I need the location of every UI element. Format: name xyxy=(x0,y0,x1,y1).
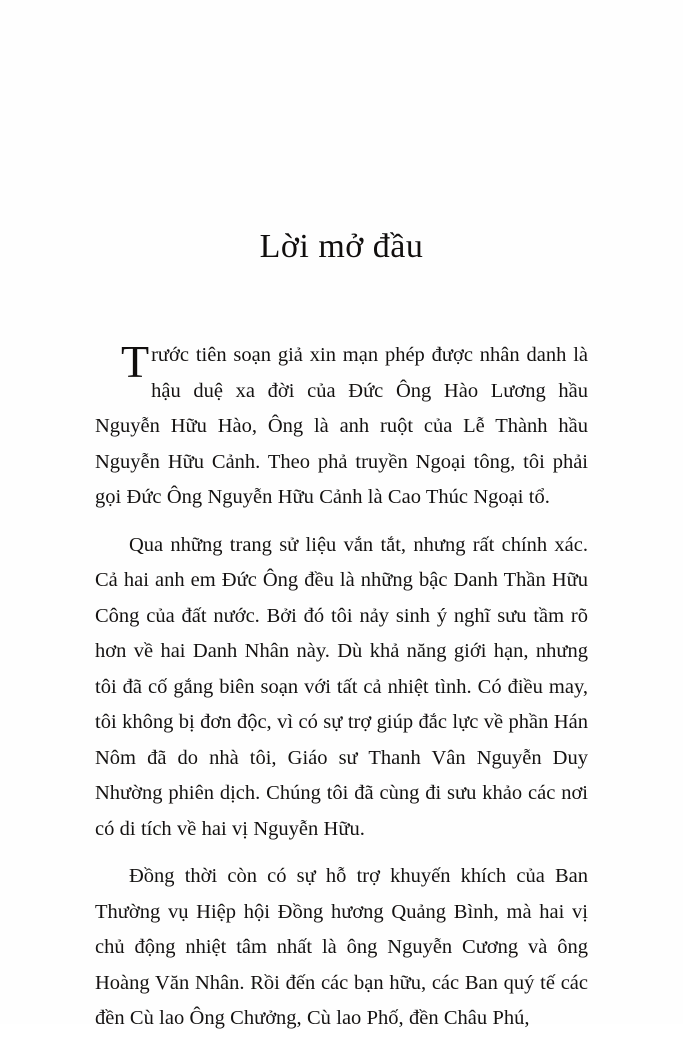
paragraph-1-text: rước tiên soạn giả xin mạn phép được nhân danh là hậu duệ xa đời của Đức Ông Hào Lương hầu Nguyễn Hữu Hào, Ông là anh ruột của Lễ Thành hầu Nguyễn Hữu Cảnh. Theo phả truyền Ngoại tông, tôi phải gọi Đức Ông Nguyễn Hữu Cảnh là Cao Thúc Ngoại tổ. xyxy=(95,344,588,508)
paragraph-2 xyxy=(95,528,588,848)
paragraph-3-text: Đồng thời còn có sự hỗ trợ khuyến khích của Ban Thường vụ Hiệp hội Đồng hương Quảng Bình, mà hai vị chủ động nhiệt tâm nhất là ông Nguyễn Cương và ông Hoàng Văn Nhân. Rồi đến các bạn hữu, các Ban quý tế các đền Cù lao Ông Chưởng, Cù lao Phố, đền Châu Phú, xyxy=(95,865,588,1029)
page-title: Lời mở đầu xyxy=(259,228,424,265)
paragraph-2-text: Qua những trang sử liệu vắn tắt, nhưng rất chính xác. Cả hai anh em Đức Ông đều là những bậc Danh Thần Hữu Công của đất nước. Bởi đó tôi nảy sinh ý nghĩ sưu tầm rõ hơn về hai Danh Nhân này. Dù khả năng giới hạn, nhưng tôi đã cố gắng biên soạn với tất cả nhiệt tình. Có điều may, tôi không bị đơn độc, vì có sự trợ giúp đắc lực về phần Hán Nôm đã do nhà tôi, Giáo sư Thanh Vân Nguyễn Duy Nhường phiên dịch. Chúng tôi đã cùng đi sưu khảo các nơi có di tích về hai vị Nguyễn Hữu. xyxy=(95,533,588,840)
drop-cap: T xyxy=(121,336,150,387)
paragraph-3 xyxy=(95,859,588,1037)
paragraph-1 xyxy=(95,338,588,516)
body-text xyxy=(95,338,588,1037)
